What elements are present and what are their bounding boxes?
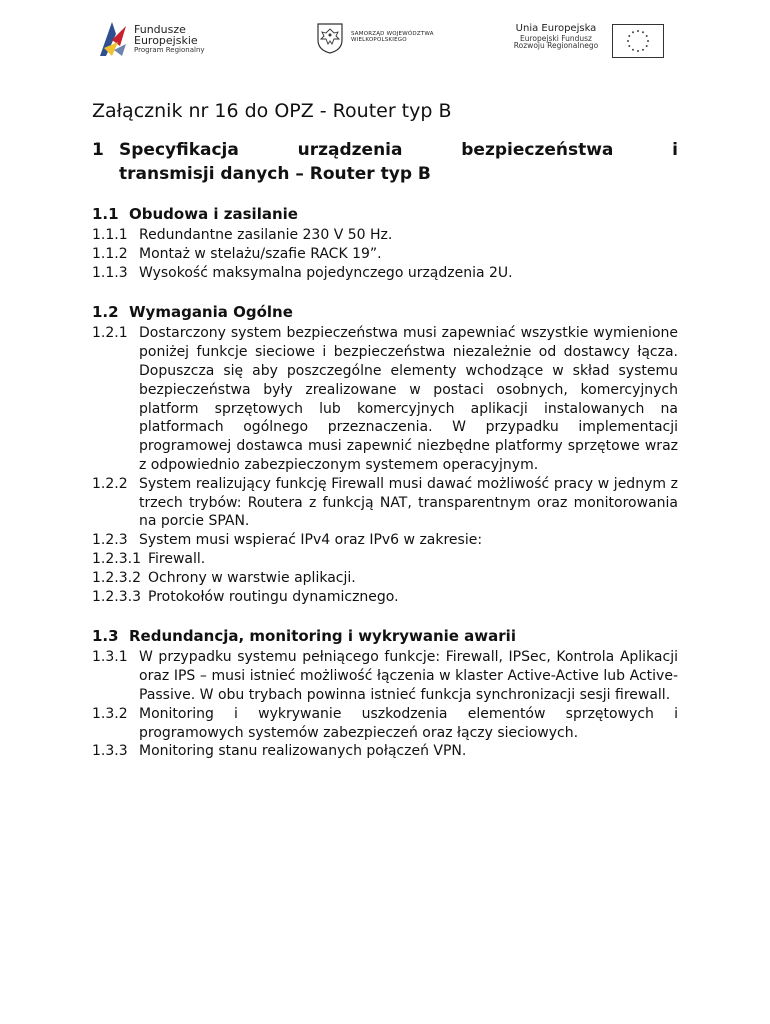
- document-body: [92, 96, 678, 761]
- section-number: 1.2: [92, 303, 119, 322]
- sw-line2: WIELKOPOLSKIEGO: [351, 37, 407, 44]
- list-item: [92, 742, 678, 761]
- sub-list-item: [92, 550, 678, 569]
- item-number: 1.2.1: [92, 325, 128, 342]
- section-number: 1.1: [92, 205, 119, 223]
- section-1-title-line2: transmisji danych – Router typ B: [119, 164, 431, 184]
- item-text: Wysokość maksymalna pojedynczego urządzenia 2U.: [139, 264, 513, 281]
- list-item: [92, 531, 678, 550]
- item-text: Dostarczony system bezpieczeństwa musi zapewniać wszystkie wymienione poniżej funkcje sieciowe i bezpieczeństwa niezależnie od dostawcy łącza. Dopuszcza się aby poszczególne elementy wchodzące w skład systemu bezpieczeństwa były zrealizowane w postaci osobnych, komercyjnych platform sprzętowych lub komercyjnych aplikacji instalowanych na platformach ogólnego przeznaczenia. W przypadku implementacji programowej dostawca musi zapewnić niezbędne platformy sprzętowe wraz z odpowiednio zabezpieczonym systemem operacyjnym.: [139, 325, 678, 473]
- eu-line1: Unia Europejska: [515, 23, 597, 34]
- eu-line2: Europejski Fundusz: [520, 33, 592, 43]
- item-text: W przypadku systemu pełniącego funkcje: Firewall, IPSec, Kontrola Aplikacji oraz IPS – musi istnieć możliwość łączenia w klaster Active-Active lub Active-Passive. W obu trybach powinna istnieć funkcja synchronizacji sesji firewall.: [139, 649, 678, 703]
- item-text: System realizujący funkcję Firewall musi dawać możliwość pracy w jednym z trzech trybów: Routera z funkcją NAT, transparentnym oraz monitorowania na porcie SPAN.: [139, 475, 678, 530]
- item-number: 1.1.3: [92, 264, 128, 281]
- section-1-heading: [92, 138, 678, 186]
- item-number: 1.1.2: [92, 245, 128, 262]
- item-number: 1.3.3: [92, 743, 128, 760]
- section-1-1-heading: [92, 204, 678, 226]
- item-number: 1.2.3.2: [92, 569, 141, 586]
- section-title: Obudowa i zasilanie: [129, 205, 298, 223]
- item-number: 1.1.1: [92, 227, 128, 243]
- unia-europejska-logo: [508, 22, 668, 62]
- eu-line3: Rozwoju Regionalnego: [513, 41, 599, 51]
- section-1-2-heading: [92, 302, 678, 324]
- fe-line1: Fundusze: [134, 23, 186, 36]
- list-item: [92, 264, 678, 283]
- section-number: 1.3: [92, 627, 119, 646]
- list-item: [92, 648, 678, 704]
- list-item: [92, 245, 678, 264]
- list-item: [92, 705, 678, 743]
- item-number: 1.3.1: [92, 649, 128, 666]
- sub-list-item: [92, 588, 678, 607]
- item-text: Firewall.: [148, 550, 206, 567]
- item-number: 1.2.3: [92, 532, 128, 549]
- item-text: Ochrony w warstwie aplikacji.: [148, 569, 356, 586]
- section-1-3-heading: [92, 626, 678, 648]
- item-text: System musi wspierać IPv4 oraz IPv6 w zakresie:: [139, 532, 483, 549]
- item-text: Monitoring i wykrywanie uszkodzenia elementów sprzętowych i programowych systemów zabezpieczeń oraz łączy sieciowych.: [139, 705, 678, 741]
- item-number: 1.2.2: [92, 475, 128, 492]
- fe-line3: Program Regionalny: [134, 46, 205, 54]
- eu-flag-icon: [612, 24, 664, 58]
- item-text: Redundantne zasilanie 230 V 50 Hz.: [139, 227, 393, 243]
- fundusze-europejskie-logo: [98, 18, 218, 62]
- item-number: 1.3.2: [92, 705, 128, 722]
- item-text: Monitoring stanu realizowanych połączeń VPN.: [139, 743, 467, 760]
- fundusze-europejskie-mark-icon: [98, 20, 128, 58]
- list-item: [92, 226, 678, 245]
- document-title: Załącznik nr 16 do OPZ - Router typ B: [92, 100, 452, 122]
- section-1-number: 1: [92, 140, 104, 160]
- sw-line1: SAMORZĄD WOJEWÓDZTWA: [351, 31, 434, 37]
- list-item: [92, 475, 678, 531]
- samorzad-wojewodztwa-logo: [315, 22, 465, 58]
- item-text: Protokołów routingu dynamicznego.: [148, 588, 399, 605]
- fe-line2: Europejskie: [134, 34, 198, 47]
- item-text: Montaż w stelażu/szafie RACK 19”.: [139, 245, 382, 262]
- section-1-title-line1: Specyfikacja urządzenia bezpieczeństwa i: [119, 140, 678, 160]
- page-header: [0, 0, 770, 80]
- section-title: Wymagania Ogólne: [129, 303, 293, 322]
- item-number: 1.2.3.1: [92, 550, 141, 567]
- list-item: [92, 324, 678, 474]
- eagle-crest-icon: [315, 22, 345, 54]
- sub-list-item: [92, 569, 678, 588]
- item-number: 1.2.3.3: [92, 588, 141, 605]
- section-title: Redundancja, monitoring i wykrywanie awarii: [129, 627, 516, 646]
